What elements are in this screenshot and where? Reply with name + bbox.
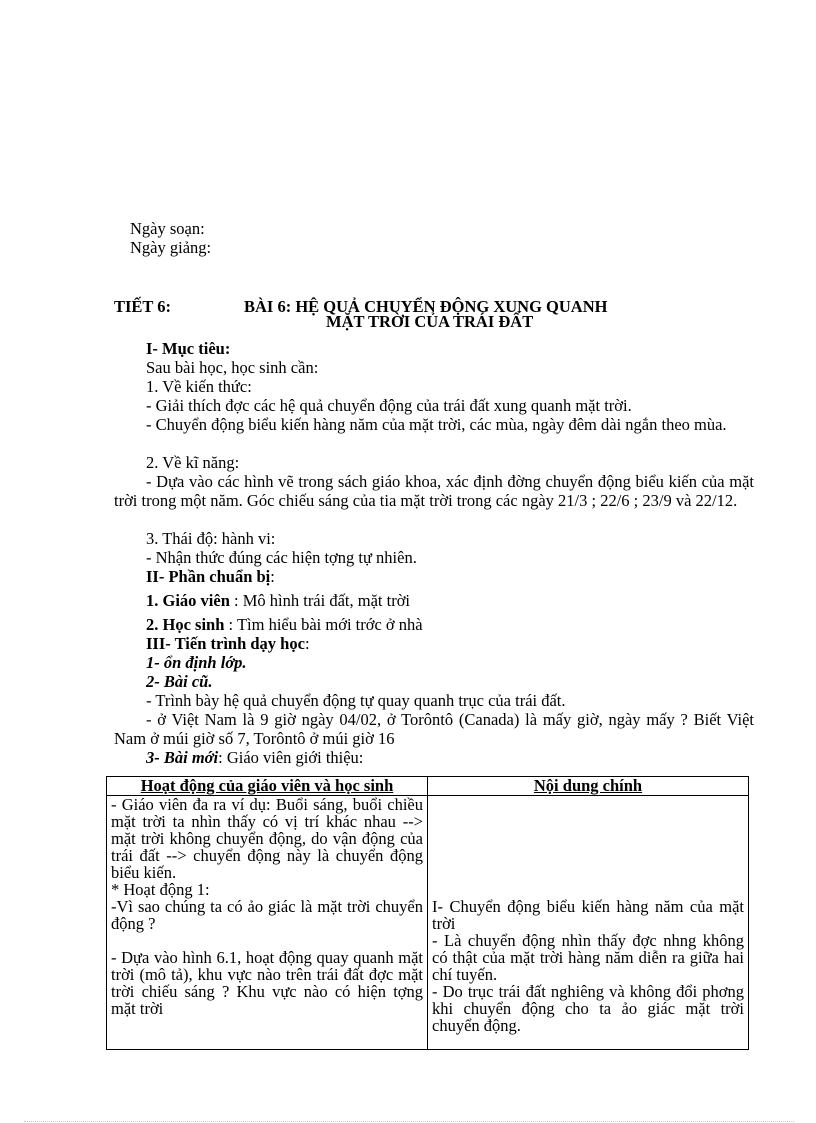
student-prep xyxy=(146,615,423,634)
step-3-label: 3- Bài mới xyxy=(146,748,219,767)
old-question-2: - ở Việt Nam là 9 giờ ngày 04/02, ở Torôntô (Canada) là mấy giờ, ngày mấy ? Biết Việt Nam ở múi giờ số 7, Torôntô ở múi giờ 16 xyxy=(114,710,754,748)
objectives-intro: Sau bài học, học sinh cần: xyxy=(146,358,319,377)
teacher-prep-label: 1. Giáo viên xyxy=(146,591,230,610)
content-section-heading: I- Chuyển động biểu kiến hàng năm của mặt trời xyxy=(432,897,744,933)
lesson-number: TIẾT 6: xyxy=(114,297,172,316)
lesson-title-line1: BÀI 6: HỆ QUẢ CHUYỂN ĐỘNG XUNG QUANH xyxy=(244,297,608,316)
attitude-item-1: - Nhận thức đúng các hiện tợng tự nhiên. xyxy=(146,548,417,567)
step-1: 1- ổn định lớp. xyxy=(146,653,247,672)
activity-1-heading: * Hoạt động 1: xyxy=(111,880,210,899)
teacher-prep-text: : Mô hình trái đất, mặt trời xyxy=(229,591,411,610)
table-header-activities: Hoạt động của giáo viên và học sinh xyxy=(107,777,428,796)
table-row xyxy=(107,796,749,1050)
step-2: 2- Bài cũ. xyxy=(146,672,213,691)
activity-1-question: -Vì sao chúng ta có ảo giác là mặt trời chuyển động ? xyxy=(111,897,423,933)
page-bottom-divider xyxy=(24,1121,794,1122)
skills-heading: 2. Về kĩ năng: xyxy=(146,453,240,472)
objectives-heading: I- Mục tiêu: xyxy=(146,339,231,358)
teacher-prep xyxy=(146,591,410,610)
table-header-row xyxy=(107,777,749,796)
knowledge-item-2: - Chuyển động biểu kiến hàng năm của mặt trời, các mùa, ngày đêm dài ngắn theo mùa. xyxy=(146,415,727,434)
attitude-heading: 3. Thái độ: hành vi: xyxy=(146,529,276,548)
old-question-1: - Trình bày hệ quả chuyển động tự quay quanh trục của trái đất. xyxy=(146,691,566,710)
step-3 xyxy=(146,748,363,767)
student-prep-label: 2. Học sinh xyxy=(146,615,225,634)
activity-table xyxy=(106,776,749,1050)
lesson-title-line2: MẶT TRỜI CỦA TRÁI ĐẤT xyxy=(326,312,534,331)
content-point-1: - Là chuyển động nhìn thấy đợc nhng không có thật của mặt trời hàng năm diễn ra giữa hai chí tuyến. xyxy=(432,931,744,984)
preparation-heading xyxy=(146,567,275,586)
preparation-heading-text: II- Phần chuẩn bị xyxy=(146,567,271,586)
activities-cell xyxy=(107,796,428,1050)
prep-date-label: Ngày soạn: xyxy=(130,219,205,238)
table-header-content: Nội dung chính xyxy=(428,777,749,796)
content-cell xyxy=(428,796,749,1050)
activity-intro: - Giáo viên đa ra ví dụ: Buổi sáng, buổi chiều mặt trời ta nhìn thấy có vị trí khác nhau --> mặt trời không chuyển động, do vận động của trái đất --> chuyển động này là chuyển động biểu kiến. xyxy=(111,796,423,882)
activity-1-task: - Dựa vào hình 6.1, hoạt động quay quanh mặt trời (mô tả), khu vực nào trên trái đất đợc mặt trời chiếu sáng ? Khu vực nào có hiện tợng mặt trời xyxy=(111,948,423,1018)
knowledge-item-1: - Giải thích đợc các hệ quả chuyển động của trái đất xung quanh mặt trời. xyxy=(146,396,632,415)
content-point-2: - Do trục trái đất nghiêng và không đổi phơng khi chuyển động cho ta ảo giác mặt trời chuyển động. xyxy=(432,982,744,1035)
student-prep-text: : Tìm hiểu bài mới trớc ở nhà xyxy=(224,615,423,634)
process-heading-colon: : xyxy=(304,634,310,653)
step-3-text: : Giáo viên giới thiệu: xyxy=(218,748,364,767)
process-heading xyxy=(146,634,310,653)
teach-date-label: Ngày giảng: xyxy=(130,238,212,257)
preparation-heading-colon: : xyxy=(270,567,275,586)
process-heading-text: III- Tiến trình dạy học xyxy=(146,634,305,653)
knowledge-heading: 1. Về kiến thức: xyxy=(146,377,252,396)
skills-item-1: - Dựa vào các hình vẽ trong sách giáo khoa, xác định đờng chuyển động biểu kiến của mặt trời trong một năm. Góc chiếu sáng của tia mặt trời trong các ngày 21/3 ; 22/6 ; 23/9 và 22/12. xyxy=(114,472,754,510)
